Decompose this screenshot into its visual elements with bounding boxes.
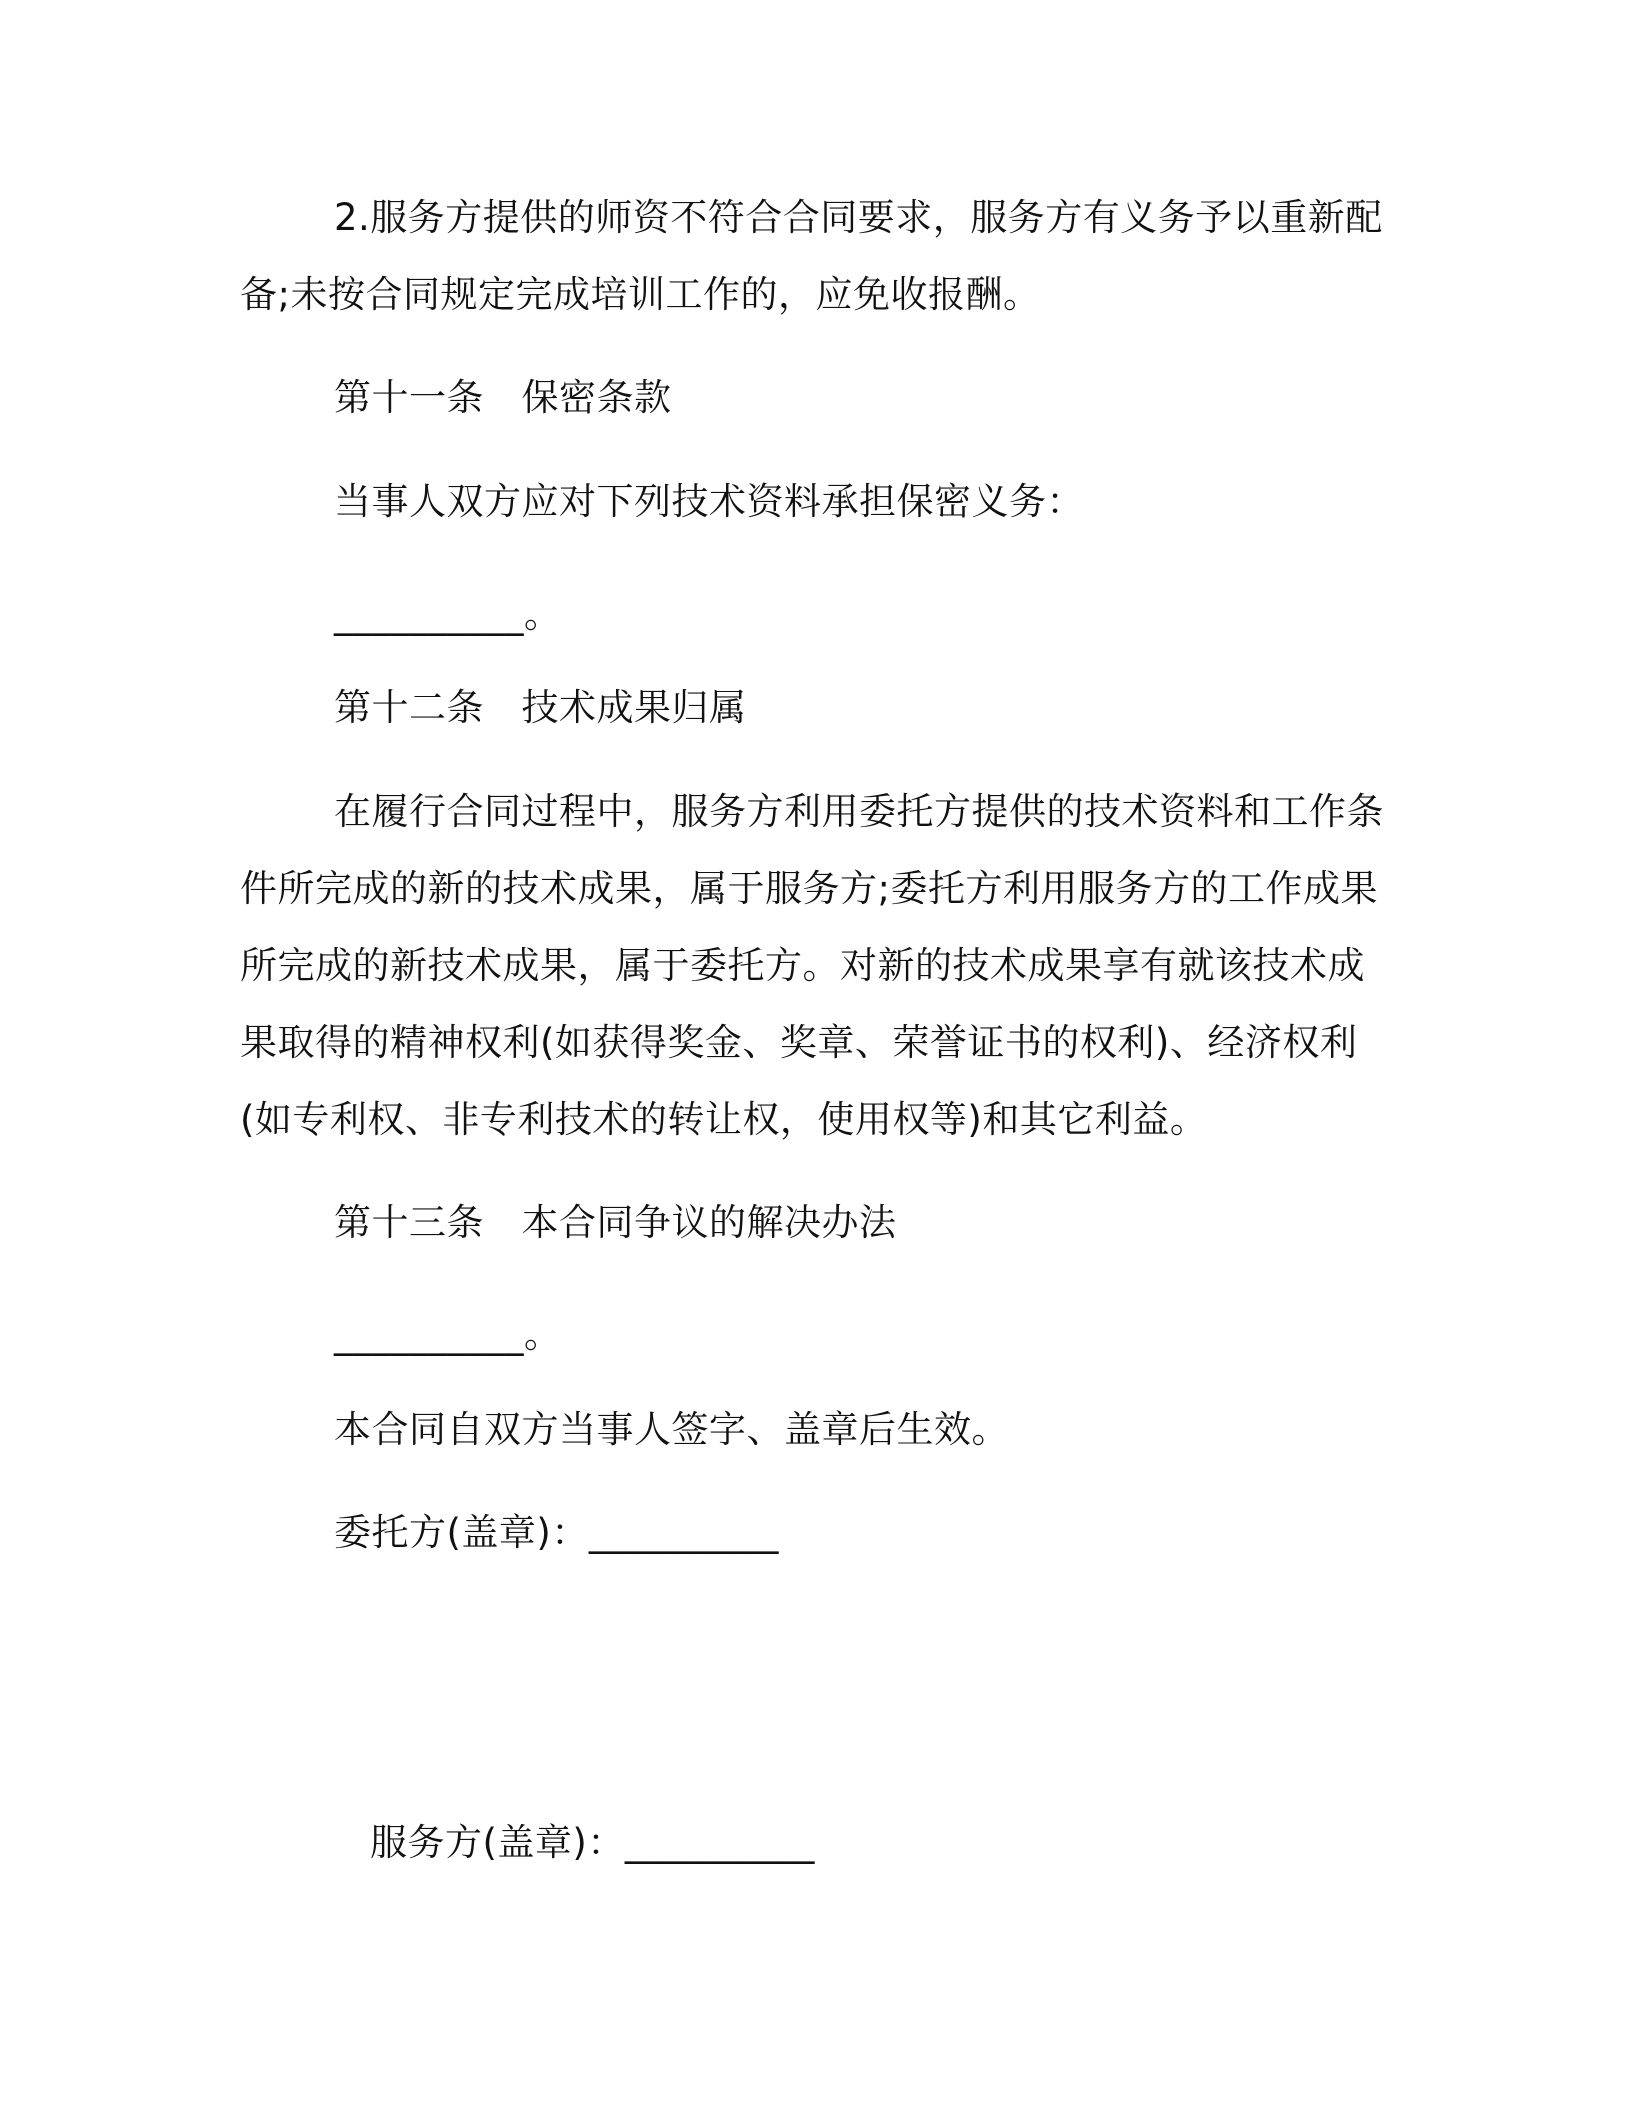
article-11-blank: __________。 xyxy=(334,593,562,636)
article-12-line-2: 件所完成的新的技术成果，属于服务方;委托方利用服务方的工作成果 xyxy=(240,867,1378,910)
article-13-blank: __________。 xyxy=(334,1313,562,1356)
paragraph-2-line-1: 2.服务方提供的师资不符合合同要求，服务方有义务予以重新配 xyxy=(334,196,1383,239)
article-11-body: 当事人双方应对下列技术资料承担保密义务： xyxy=(334,480,1084,523)
article-12-line-3: 所完成的新技术成果，属于委托方。对新的技术成果享有就该技术成 xyxy=(240,944,1365,987)
client-signature-line: 委托方(盖章)：__________ xyxy=(334,1511,779,1554)
provider-signature-line: 服务方(盖章)：__________ xyxy=(370,1821,815,1864)
article-12-line-5: (如专利权、非专利技术的转让权，使用权等)和其它利益。 xyxy=(240,1098,1208,1141)
article-11-heading: 第十一条 保密条款 xyxy=(334,376,672,419)
article-12-heading: 第十二条 技术成果归属 xyxy=(334,686,747,729)
effective-clause: 本合同自双方当事人签字、盖章后生效。 xyxy=(334,1408,1009,1451)
article-12-line-4: 果取得的精神权利(如获得奖金、奖章、荣誉证书的权利)、经济权利 xyxy=(240,1021,1358,1064)
article-13-heading: 第十三条 本合同争议的解决办法 xyxy=(334,1201,897,1244)
article-12-line-1: 在履行合同过程中，服务方利用委托方提供的技术资料和工作条 xyxy=(334,790,1384,833)
paragraph-2-line-2: 备;未按合同规定完成培训工作的，应免收报酬。 xyxy=(240,273,1041,316)
